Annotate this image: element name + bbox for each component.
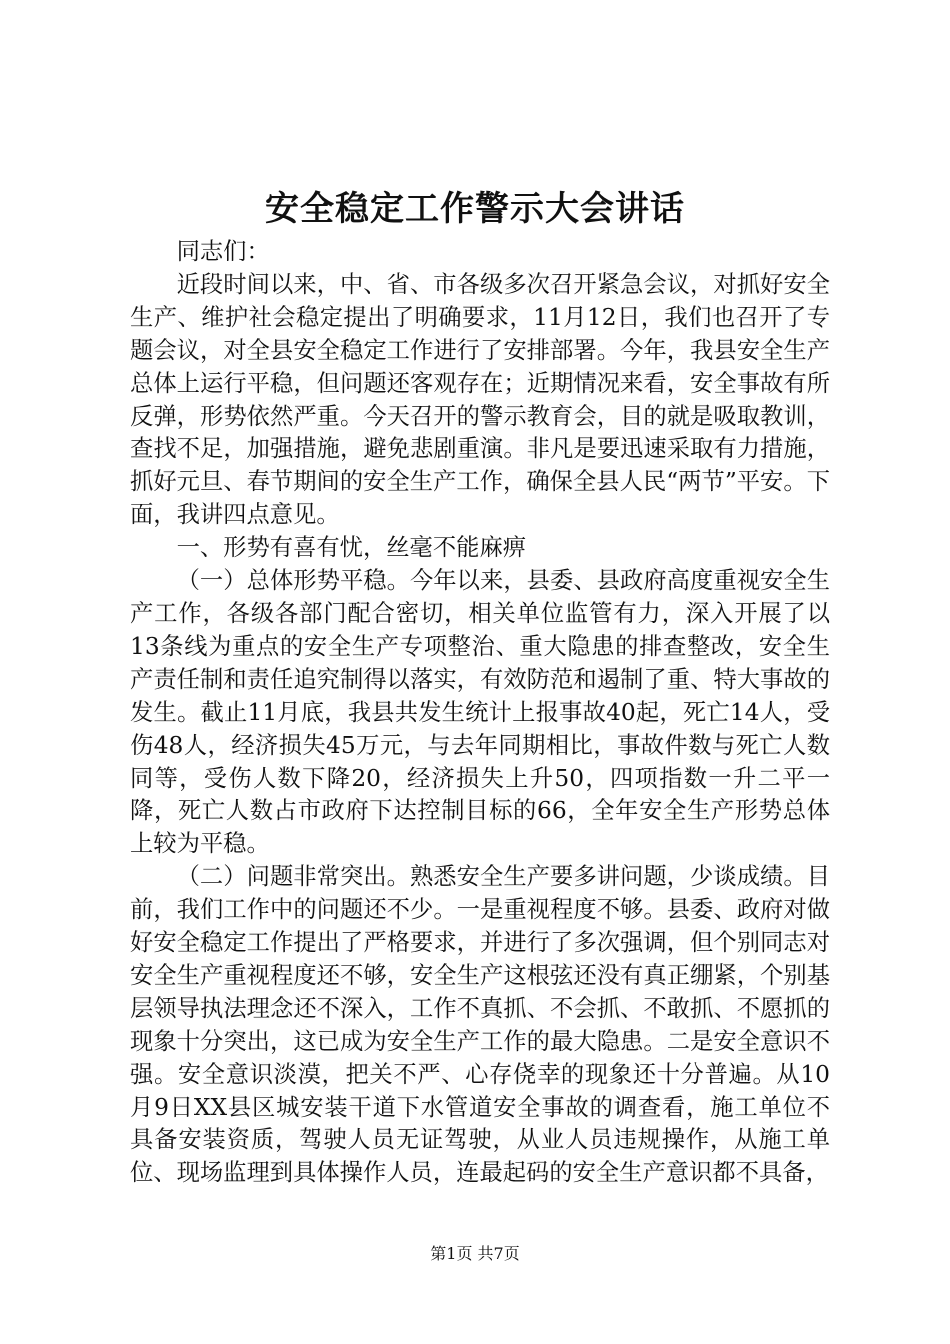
- section-heading: 一、形势有喜有忧，丝毫不能麻痹: [176, 534, 527, 562]
- paragraph-overall-situation: （一）总体形势平稳。今年以来，县委、县政府高度重视安全生产工作，各级各部门配合密切，相关单位监管有力，深入开展了以13条线为重点的安全生产专项整治、重大隐患的排查整改，安全生产责任制和责任追究制得以落实，有效防范和遏制了重、特大事故的发生。截止11月底，我县共发生统计上报事故40起，死亡14人，受伤48人，经济损失45万元，与去年同期相比，事故件数与死亡人数同等，受伤人数下降20，经济损失上升50，四项指数一升二平一降，死亡人数占市政府下达控制目标的66，全年安全生产形势总体上较为平稳。: [130, 567, 830, 858]
- paragraph-intro: 近段时间以来，中、省、市各级多次召开紧急会议，对抓好安全生产、维护社会稳定提出了明确要求，11月12日，我们也召开了专题会议，对全县安全稳定工作进行了安排部署。今年，我县安全生产总体上运行平稳，但问题还客观存在；近期情况来看，安全事故有所反弹，形势依然严重。今天召开的警示教育会，目的就是吸取教训，查找不足，加强措施，避免悲剧重演。非凡是要迅速采取有力措施，抓好元旦、春节期间的安全生产工作，确保全县人民“两节”平安。下面，我讲四点意见。: [130, 270, 830, 529]
- paragraph-problems: （二）问题非常突出。熟悉安全生产要多讲问题，少谈成绩。目前，我们工作中的问题还不少。一是重视程度不够。县委、政府对做好安全稳定工作提出了严格要求，并进行了多次强调，但个别同志对安全生产重视程度还不够，安全生产这根弦还没有真正绷紧，个别基层领导执法理念还不深入，工作不真抓、不会抓、不敢抓、不愿抓的现象十分突出，这已成为安全生产工作的最大隐患。二是安全意识不强。安全意识淡漠，把关不严、心存侥幸的现象还十分普遍。从10月9日XX县区城安装干道下水管道安全事故的调查看，施工单位不具备安装资质，驾驶人员无证驾驶，从业人员违规操作，从施工单位、现场监理到具体操作人员，连最起码的安全生产意识都不具备，: [130, 863, 830, 1187]
- document-body: [130, 236, 830, 1190]
- document-title: 安全稳定工作警示大会讲话: [265, 189, 685, 229]
- page-number: 第1页 共7页: [430, 1244, 520, 1263]
- salutation: 同志们：: [176, 238, 270, 265]
